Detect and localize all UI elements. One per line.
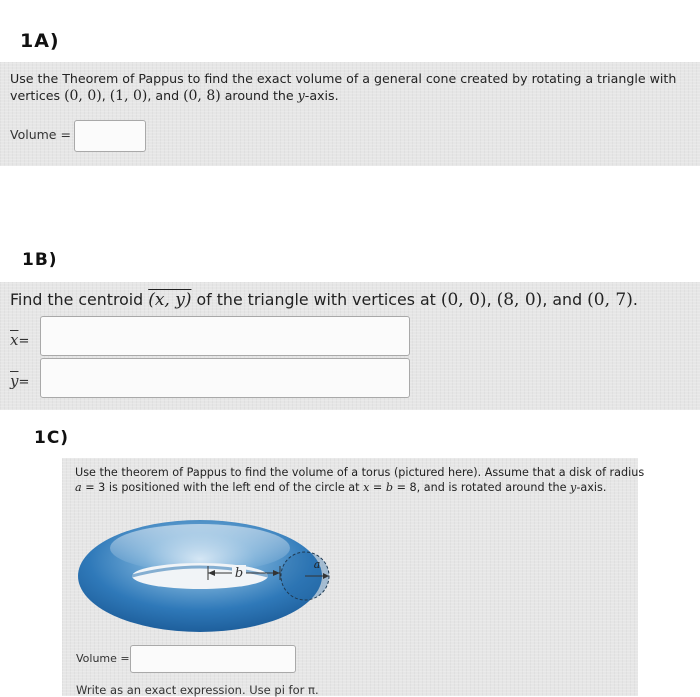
ybar-input[interactable] (40, 358, 410, 398)
xbar-input[interactable] (40, 316, 410, 356)
question-line1-1c: Use the theorem of Pappus to find the volume of a torus (pictured here). Assume that a disk of radius (75, 466, 645, 479)
xbar-label (10, 331, 29, 349)
b-label: b (234, 566, 244, 581)
volume-input-1c[interactable] (130, 645, 296, 673)
var-a: a (75, 481, 82, 494)
q-mid-1b: of the triangle with vertices at (191, 290, 441, 309)
question-text-1c (75, 465, 644, 495)
question-text-1a (10, 70, 676, 105)
xbar-eq: = (18, 334, 30, 349)
sep-b1: , (486, 290, 497, 309)
a-eq: = 3 is positioned with the left end of the circle at (81, 481, 364, 494)
question-panel-1c (62, 458, 645, 697)
axis-suffix-1c: -axis. (576, 481, 607, 494)
a-label: a (313, 558, 321, 571)
sep-1: , (101, 88, 110, 103)
ybar-eq: = (18, 375, 30, 390)
var-x: x (363, 481, 370, 494)
question-line2-1a (10, 87, 676, 105)
axis-suffix: -axis. (304, 88, 339, 103)
volume-input-1a[interactable] (74, 120, 146, 152)
question-panel-1b (0, 282, 700, 410)
ybar-var: $\overline{y}$ (10, 372, 19, 390)
instruction-note: Write as an exact expression. Use pi for π. (76, 683, 319, 697)
x-eq: = (369, 481, 386, 494)
var-axis: y (570, 481, 577, 494)
xbar-var: $\overline{x}$ (10, 331, 19, 349)
question-line2-1c (75, 480, 644, 495)
sep-3: around the (220, 88, 298, 103)
question-line1-1a: Use the Theorem of Pappus to find the exact volume of a general cone created by rotating a triangle with (10, 71, 677, 86)
heading-1b: 1B) (22, 250, 58, 270)
q-prefix-1b: Find the centroid (10, 290, 149, 309)
question-text-1b (10, 290, 638, 310)
b-eq: = 8, and is rotated around the (393, 481, 571, 494)
vertex-b2: (8, 0) (496, 290, 543, 310)
q-end-1b: . (632, 290, 638, 309)
vertex-b3: (0, 7) (587, 290, 633, 310)
sep-b2: , and (542, 290, 588, 309)
heading-1a: 1A) (20, 30, 60, 52)
sep-2: , and (147, 88, 184, 103)
centroid-notation: (x, y) (148, 290, 192, 310)
vertex-2: (1, 0) (109, 88, 148, 104)
question-panel-1a (0, 62, 700, 166)
q2-prefix: vertices (10, 88, 65, 103)
vertex-1: (0, 0) (64, 88, 102, 104)
vertex-3: (0, 8) (183, 88, 221, 104)
torus-figure (72, 508, 362, 644)
ybar-label (10, 372, 29, 390)
heading-1c: 1C) (34, 428, 70, 448)
axis-var: y (297, 88, 305, 103)
var-b: b (385, 481, 394, 494)
volume-label-1a: Volume = (10, 127, 71, 142)
vertex-b1: (0, 0) (440, 290, 487, 310)
volume-label-1c: Volume = (76, 652, 130, 665)
